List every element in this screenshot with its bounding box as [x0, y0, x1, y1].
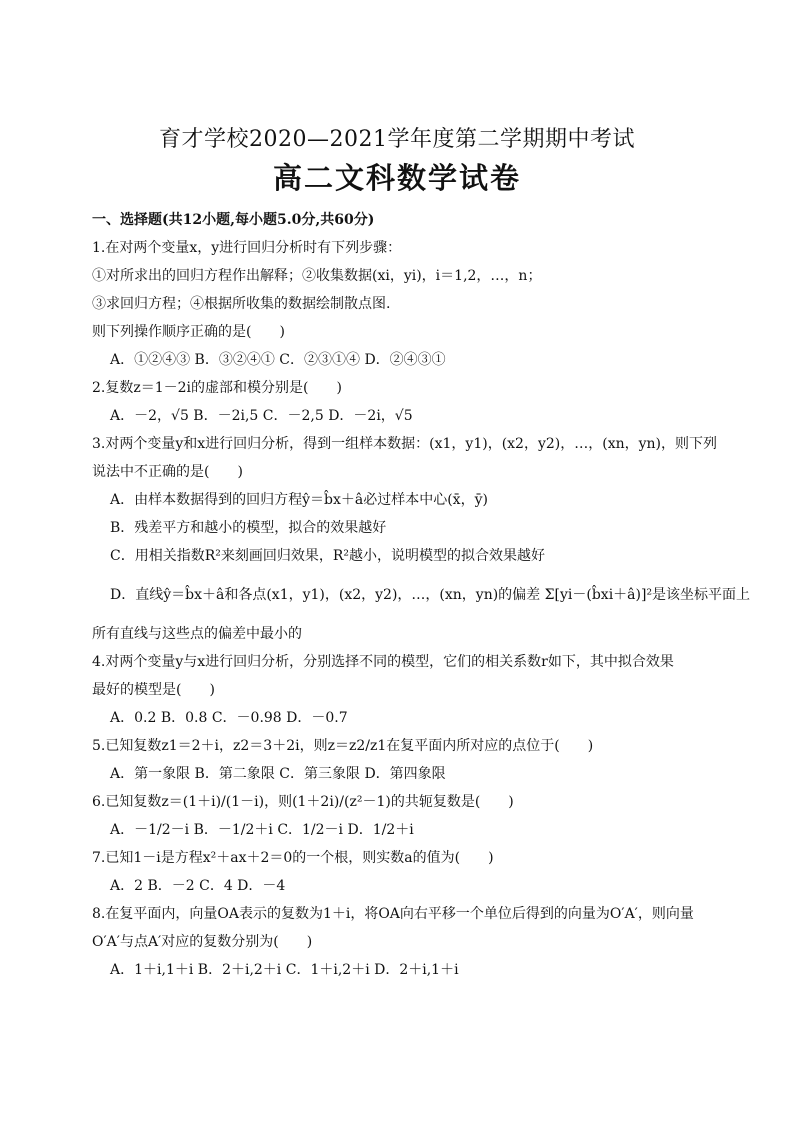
question-7-stem: 7.已知1－i是方程x²＋ax＋2＝0的一个根，则实数a的值为( )	[92, 850, 494, 866]
question-5-options: A．第一象限 B．第二象限 C．第三象限 D．第四象限	[110, 766, 446, 782]
section-heading: 一、选择题(共12小题,每小题5.0分,共60分)	[92, 212, 375, 228]
question-1-options: A．①②④③ B．③②④① C．②③①④ D．②④③①	[110, 352, 446, 368]
question-3-option-d: D．直线ŷ＝b̂x＋â和各点(x1，y1)，(x2，y2)，…，(xn，yn)的偏差 Σ[yi－(b̂xi＋â)]²是该坐标平面上	[110, 587, 751, 603]
question-1-step-b: ③求回归方程；④根据所收集的数据绘制散点图.	[92, 296, 391, 312]
question-8-stem-cont: O′A′与点A′对应的复数分别为( )	[92, 934, 313, 950]
school-exam-title: 育才学校2020—2021学年度第二学期期中考试	[159, 127, 635, 152]
question-1-step-a: ①对所求出的回归方程作出解释；②收集数据(xi，yi)，i＝1,2，…，n；	[92, 268, 542, 284]
question-3-stem-cont: 说法中不正确的是( )	[92, 464, 243, 480]
question-3-option-d-cont: 所有直线与这些点的偏差中最小的	[92, 626, 302, 642]
question-3-option-c: C．用相关指数R²来刻画回归效果，R²越小，说明模型的拟合效果越好	[110, 548, 546, 564]
question-3-stem: 3.对两个变量y和x进行回归分析，得到一组样本数据：(x1，y1)，(x2，y2)，…，(xn，yn)，则下列	[92, 436, 718, 452]
paper-title: 高二文科数学试卷	[272, 161, 521, 195]
question-1-prompt: 则下列操作顺序正确的是( )	[92, 324, 285, 340]
question-4-stem-cont: 最好的模型是( )	[92, 682, 215, 698]
question-2-options: A．－2，√5 B．－2i,5 C．－2,5 D．－2i，√5	[110, 408, 413, 424]
question-4-stem: 4.对两个变量y与x进行回归分析，分别选择不同的模型，它们的相关系数r如下，其中拟合效果	[92, 654, 674, 670]
question-8-options: A．1＋i,1＋i B．2＋i,2＋i C．1＋i,2＋i D．2＋i,1＋i	[110, 962, 459, 978]
question-2-stem: 2.复数z＝1－2i的虚部和模分别是( )	[92, 380, 342, 396]
question-8-stem: 8.在复平面内，向量OA表示的复数为1＋i，将OA向右平移一个单位后得到的向量为O′A′，则向量	[92, 906, 694, 922]
question-6-stem: 6.已知复数z＝(1＋i)/(1－i)，则(1＋2i)/(z²－1)的共轭复数是( )	[92, 794, 514, 810]
question-4-options: A．0.2 B．0.8 C．－0.98 D．－0.7	[110, 710, 348, 726]
question-6-options: A．－1/2－i B．－1/2＋i C．1/2－i D．1/2＋i	[110, 822, 414, 838]
question-1-stem: 1.在对两个变量x，y进行回归分析时有下列步骤：	[92, 240, 402, 256]
question-3-option-b: B．残差平方和越小的模型，拟合的效果越好	[110, 520, 387, 536]
question-5-stem: 5.已知复数z1＝2＋i，z2＝3＋2i，则z＝z2/z1在复平面内所对应的点位于( )	[92, 738, 594, 754]
question-3-option-a: A．由样本数据得到的回归方程ŷ＝b̂x＋â必过样本中心(x̄，ȳ)	[110, 492, 488, 508]
question-7-options: A．2 B．－2 C．4 D．－4	[110, 878, 286, 894]
exam-content	[92, 206, 751, 984]
